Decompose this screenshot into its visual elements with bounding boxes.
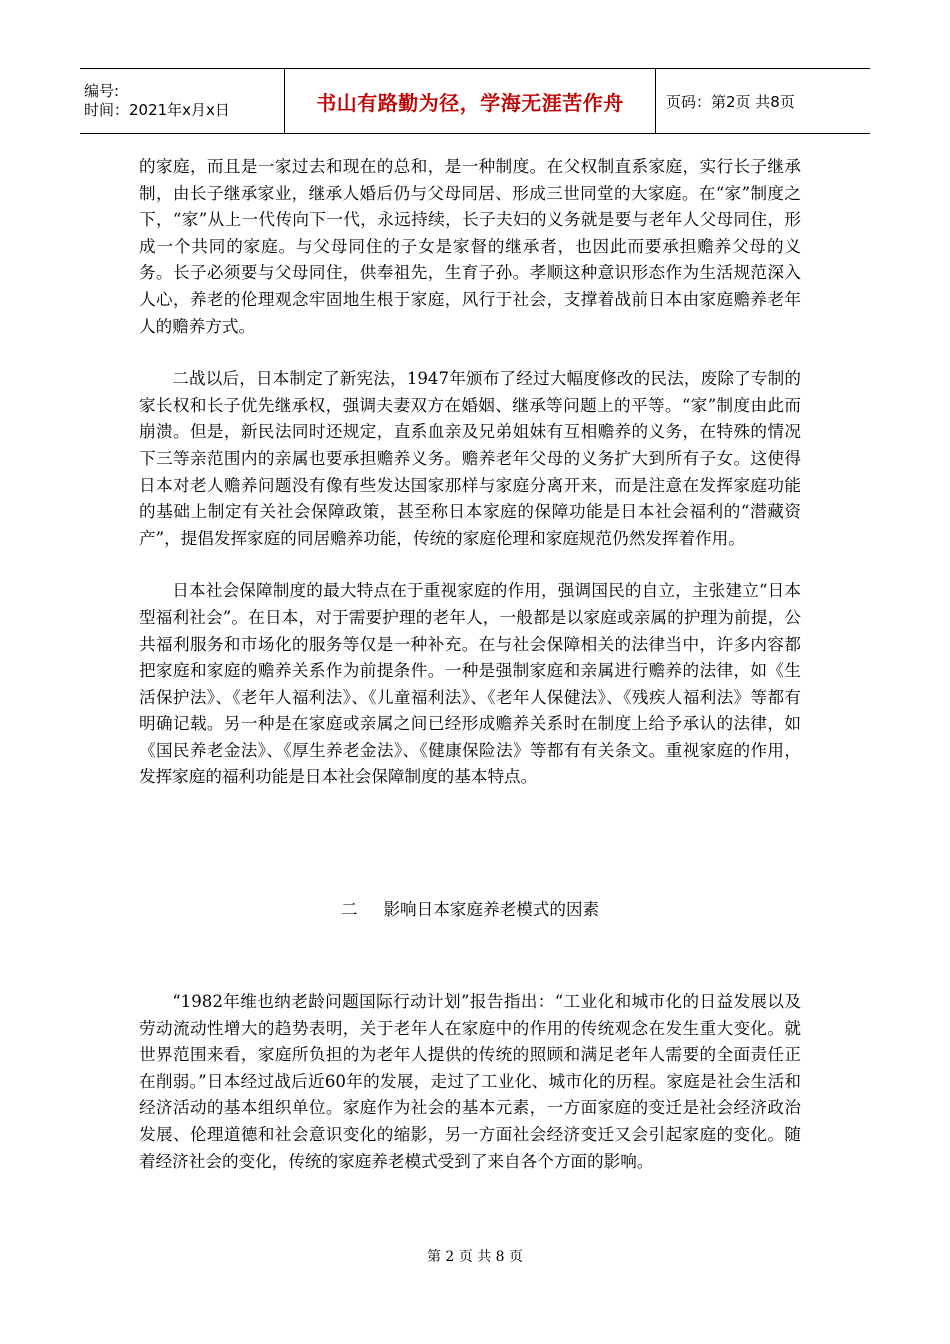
- page-footer: 第 2 页 共 8 页: [426, 1249, 524, 1265]
- section-title: 影响日本家庭养老模式的因素: [383, 900, 600, 919]
- document-body: [139, 154, 801, 791]
- header-page-code: 页码：第2页 共8页: [656, 69, 871, 134]
- header-meta-cell: [80, 69, 285, 134]
- document-body-continued: [139, 989, 801, 1175]
- body-paragraph: 的家庭，而且是一家过去和现在的总和，是一种制度。在父权制直系家庭，实行长子继承制，由长子继承家业，继承人婚后仍与父母同居、形成三世同堂的大家庭。在“家”制度之下，“家”从上一代传向下一代，永远持续，长子夫妇的义务就是要与老年人父母同住，形成一个共同的家庭。与父母同住的子女是家督的继承者，也因此而要承担赡养父母的义务。长子必须要与父母同住，供奉祖先，生育子孙。孝顺这种意识形态作为生活规范深入人心，养老的伦理观念牢固地生根于家庭，风行于社会，支撑着战前日本由家庭赡养老年人的赡养方式。: [139, 157, 801, 336]
- header-motto: 书山有路勤为径，学海无涯苦作舟: [285, 69, 656, 134]
- serial-label: 编号:: [84, 82, 120, 100]
- date-line: 时间：2021年x月x日: [84, 101, 230, 119]
- document-header: [80, 68, 870, 134]
- body-paragraph: “1982年维也纳老龄问题国际行动计划”报告指出：“工业化和城市化的日益发展以及劳动流动性增大的趋势表明，关于老年人在家庭中的作用的传统观念在发生重大变化。就世界范围来看，家庭所负担的为老年人提供的传统的照顾和满足老年人需要的全面责任正在削弱。”日本经过战后近60年的发展，走过了工业化、城市化的历程。家庭是社会生活和经济活动的基本组织单位。家庭作为社会的基本元素，一方面家庭的变迁是社会经济政治发展、伦理道德和社会意识变化的缩影，另一方面社会经济变迁又会引起家庭的变化。随着经济社会的变化，传统的家庭养老模式受到了来自各个方面的影响。: [139, 992, 801, 1171]
- section-heading: [139, 897, 801, 923]
- body-paragraph: 日本社会保障制度的最大特点在于重视家庭的作用，强调国民的自立，主张建立“日本型福利社会”。在日本，对于需要护理的老年人，一般都是以家庭或亲属的护理为前提，公共福利服务和市场化的服务等仅是一种补充。在与社会保障相关的法律当中，许多内容都把家庭和家庭的赡养关系作为前提条件。一种是强制家庭和亲属进行赡养的法律，如《生活保护法》、《老年人福利法》、《儿童福利法》、《老年人保健法》、《残疾人福利法》等都有明确记载。另一种是在家庭或亲属之间已经形成赡养关系时在制度上给予承认的法律，如《国民养老金法》、《厚生养老金法》、《健康保险法》等都有有关条文。重视家庭的作用，发挥家庭的福利功能是日本社会保障制度的基本特点。: [139, 581, 801, 787]
- body-paragraph: 二战以后，日本制定了新宪法，1947年颁布了经过大幅度修改的民法，废除了专制的家长权和长子优先继承权，强调夫妻双方在婚姻、继承等问题上的平等。“家”制度由此而崩溃。但是，新民法同时还规定，直系血亲及兄弟姐妹有互相赡养的义务，在特殊的情况下三等亲范围内的亲属也要承担赡养义务。赡养老年父母的义务扩大到所有子女。这使得日本对老人赡养问题没有像有些发达国家那样与家庭分离开来，而是注意在发挥家庭功能的基础上制定有关社会保障政策，甚至称日本家庭的保障功能是日本社会福利的“潜藏资产”，提倡发挥家庭的同居赡养功能，传统的家庭伦理和家庭规范仍然发挥着作用。: [139, 369, 801, 548]
- section-number: 二: [340, 900, 358, 919]
